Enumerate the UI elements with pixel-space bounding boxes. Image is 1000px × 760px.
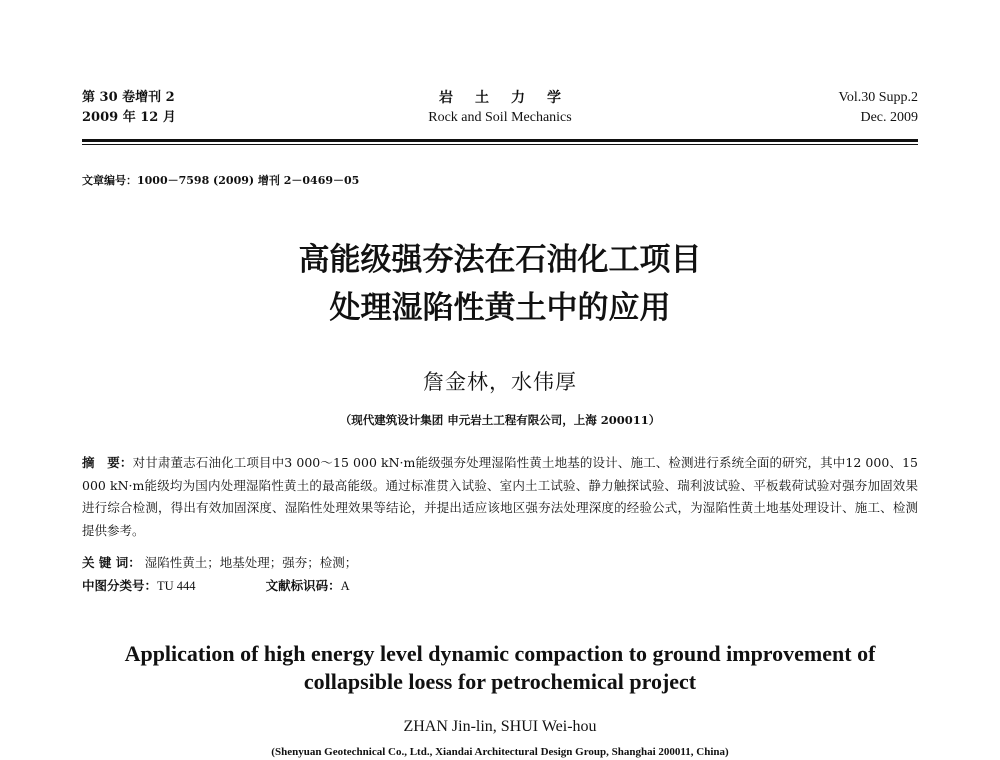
header-center xyxy=(82,88,918,128)
article-number-value: 1000－7598 (2009) 增刊 2－0469－05 xyxy=(137,174,360,187)
article-number xyxy=(82,172,359,188)
keywords-label: 关 键 词： xyxy=(82,555,141,570)
keywords-text: 湿陷性黄土；地基处理；强夯；检测； xyxy=(144,555,358,570)
title-cn xyxy=(0,236,1000,332)
clc-value: TU 444 xyxy=(157,579,196,593)
clc-label: 中图分类号： xyxy=(82,578,158,593)
article-number-label: 文章编号： xyxy=(82,174,137,187)
abstract-text: 对甘肃董志石油化工项目中3 000～15 000 kN·m能级强夯处理湿陷性黄土地基的设计、施工、检测进行系统全面的研究，其中12 000、15 000 kN·m能级均为国内处理湿陷性黄土的最高能级。通过标准贯入试验、室内土工试验、静力触探试验、瑞利波试验、平板载荷试验对强夯加固效果进行综合检测，得出有效加固深度、湿陷性处理效果等结论，并提出适应该地区强夯法处理深度的经验公式，为湿陷性黄土地基处理设计、施工、检测提供参考。 xyxy=(82,455,918,538)
title-cn-line-2: 处理湿陷性黄土中的应用 xyxy=(329,290,671,326)
title-en-line-1: Application of high energy level dynamic compaction to ground improvement of xyxy=(124,641,876,666)
keywords xyxy=(82,553,357,573)
date-cn: 2009 年 12 月 xyxy=(82,110,176,125)
authors-cn: 詹金林，水伟厚 xyxy=(423,370,577,394)
header-right xyxy=(839,88,918,128)
date-en: Dec. 2009 xyxy=(860,110,918,125)
volume-cn: 第 30 卷增刊 2 xyxy=(82,90,175,105)
title-cn-line-1: 高能级强夯法在石油化工项目 xyxy=(298,242,702,278)
affiliation-cn: （现代建筑设计集团 申元岩土工程有限公司，上海 200011） xyxy=(339,413,661,427)
title-en-line-2: collapsible loess for petrochemical project xyxy=(303,669,697,694)
authors-en: ZHAN Jin-lin, SHUI Wei-hou xyxy=(403,718,597,735)
running-header xyxy=(82,88,918,132)
classification xyxy=(82,576,420,596)
header-rule-thin xyxy=(82,144,918,145)
affiliation-en: (Shenyuan Geotechnical Co., Ltd., Xiandai Architectural Design Group, Shanghai 200011, China) xyxy=(271,746,729,758)
abstract xyxy=(82,452,918,542)
title-en xyxy=(60,640,940,696)
header-rule-thick xyxy=(82,139,918,142)
abstract-label: 摘 要： xyxy=(82,455,133,470)
doc-code-label: 文献标识码： xyxy=(265,578,341,593)
volume-en: Vol.30 Supp.2 xyxy=(838,90,918,105)
journal-name-en: Rock and Soil Mechanics xyxy=(428,110,572,125)
journal-name-cn: 岩土力学 xyxy=(439,90,583,106)
doc-code-value: A xyxy=(340,579,350,593)
